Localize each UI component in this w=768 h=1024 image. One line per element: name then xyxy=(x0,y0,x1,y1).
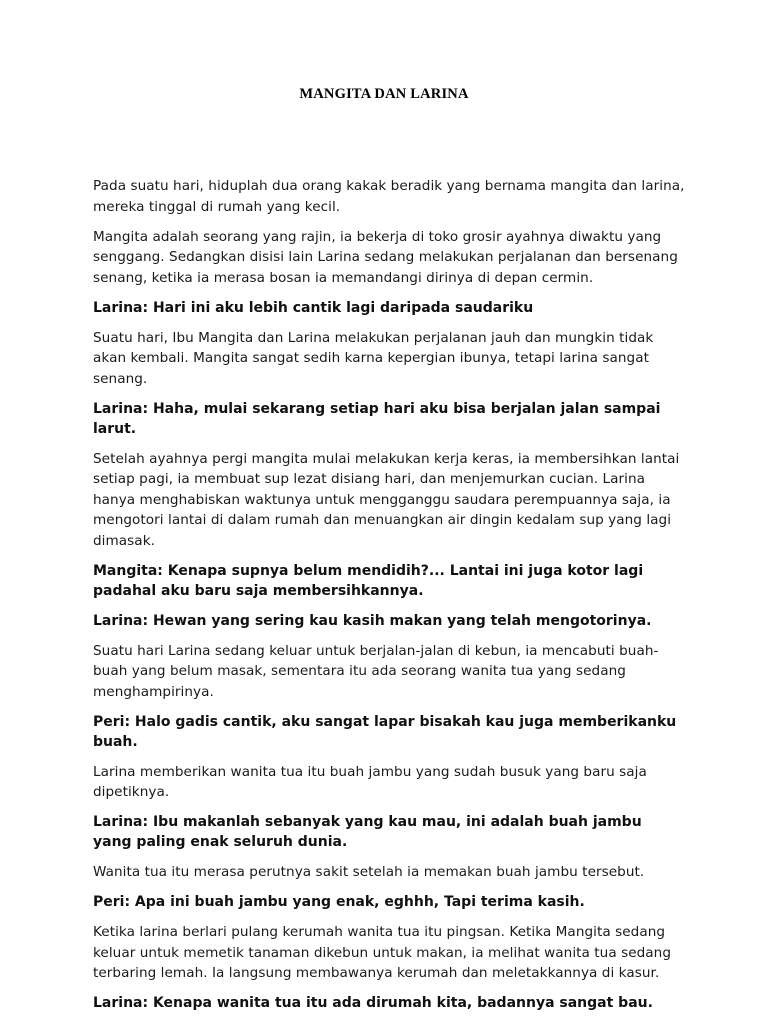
paragraph: Ketika larina berlari pulang kerumah wanita tua itu pingsan. Ketika Mangita sedang keluar untuk memetik tanaman dikebun untuk makan, ia melihat wanita tua sedang terbaring lemah. Ia langsung membawanya kerumah dan meletakkannya di kasur. xyxy=(93,924,672,981)
dialogue-line: Peri: Apa ini buah jambu yang enak, eghhh, Tapi terima kasih. xyxy=(93,894,585,910)
dialogue-line: Larina: Ibu makanlah sebanyak yang kau mau, ini adalah buah jambu yang paling enak seluruh dunia. xyxy=(93,814,642,850)
dialogue-line: Peri: Halo gadis cantik, aku sangat lapar bisakah kau juga memberikanku buah. xyxy=(93,713,677,750)
paragraph: Wanita tua itu merasa perutnya sakit setelah ia memakan buah jambu tersebut. xyxy=(93,864,645,880)
paragraph: Mangita adalah seorang yang rajin, ia bekerja di toko grosir ayahnya diwaktu yang senggang. Sedangkan disisi lain Larina sedang melakukan perjalanan dan bersenang senang, ketika ia merasa bosan ia memandangi dirinya di depan cermin. xyxy=(93,228,678,286)
paragraph: Suatu hari, Ibu Mangita dan Larina melakukan perjalanan jauh dan mungkin tidak akan kembali. Mangita sangat sedih karna kepergian ibunya, tetapi larina sangat senang. xyxy=(93,329,654,387)
paragraph: Pada suatu hari, hiduplah dua orang kakak beradik yang bernama mangita dan larina, mereka tinggal di rumah yang kecil. xyxy=(93,178,685,215)
dialogue-line: Larina: Kenapa wanita tua itu ada dirumah kita, badannya sangat bau. xyxy=(93,995,653,1011)
paragraph: Setelah ayahnya pergi mangita mulai melakukan kerja keras, ia membersihkan lantai setiap pagi, ia membuat sup lezat disiang hari, dan menjemurkan cucian. Larina hanya menghabiskan waktunya untuk mengganggu saudara perempuannya saja, ia mengotori lantai di dalam rumah dan menuangkan air dingin kedalam sup yang lagi dimasak. xyxy=(93,450,680,549)
document-body xyxy=(93,176,685,1023)
dialogue-line: Mangita: Kenapa supnya belum mendidih?... Lantai ini juga kotor lagi padahal aku baru saja membersihkannya. xyxy=(93,562,644,599)
dialogue-line: Larina: Hewan yang sering kau kasih makan yang telah mengotorinya. xyxy=(93,612,652,629)
paragraph: Larina memberikan wanita tua itu buah jambu yang sudah busuk yang baru saja dipetiknya. xyxy=(93,763,647,800)
document-title: MANGITA DAN LARINA xyxy=(299,86,469,102)
paragraph: Suatu hari Larina sedang keluar untuk berjalan-jalan di kebun, ia mencabuti buah-buah yang belum masak, sementara itu ada seorang wanita tua yang sedang menghampirinya. xyxy=(93,642,659,700)
dialogue-line: Larina: Hari ini aku lebih cantik lagi daripada saudariku xyxy=(93,299,534,316)
dialogue-line: Larina: Haha, mulai sekarang setiap hari aku bisa berjalan jalan sampai larut. xyxy=(93,400,661,437)
